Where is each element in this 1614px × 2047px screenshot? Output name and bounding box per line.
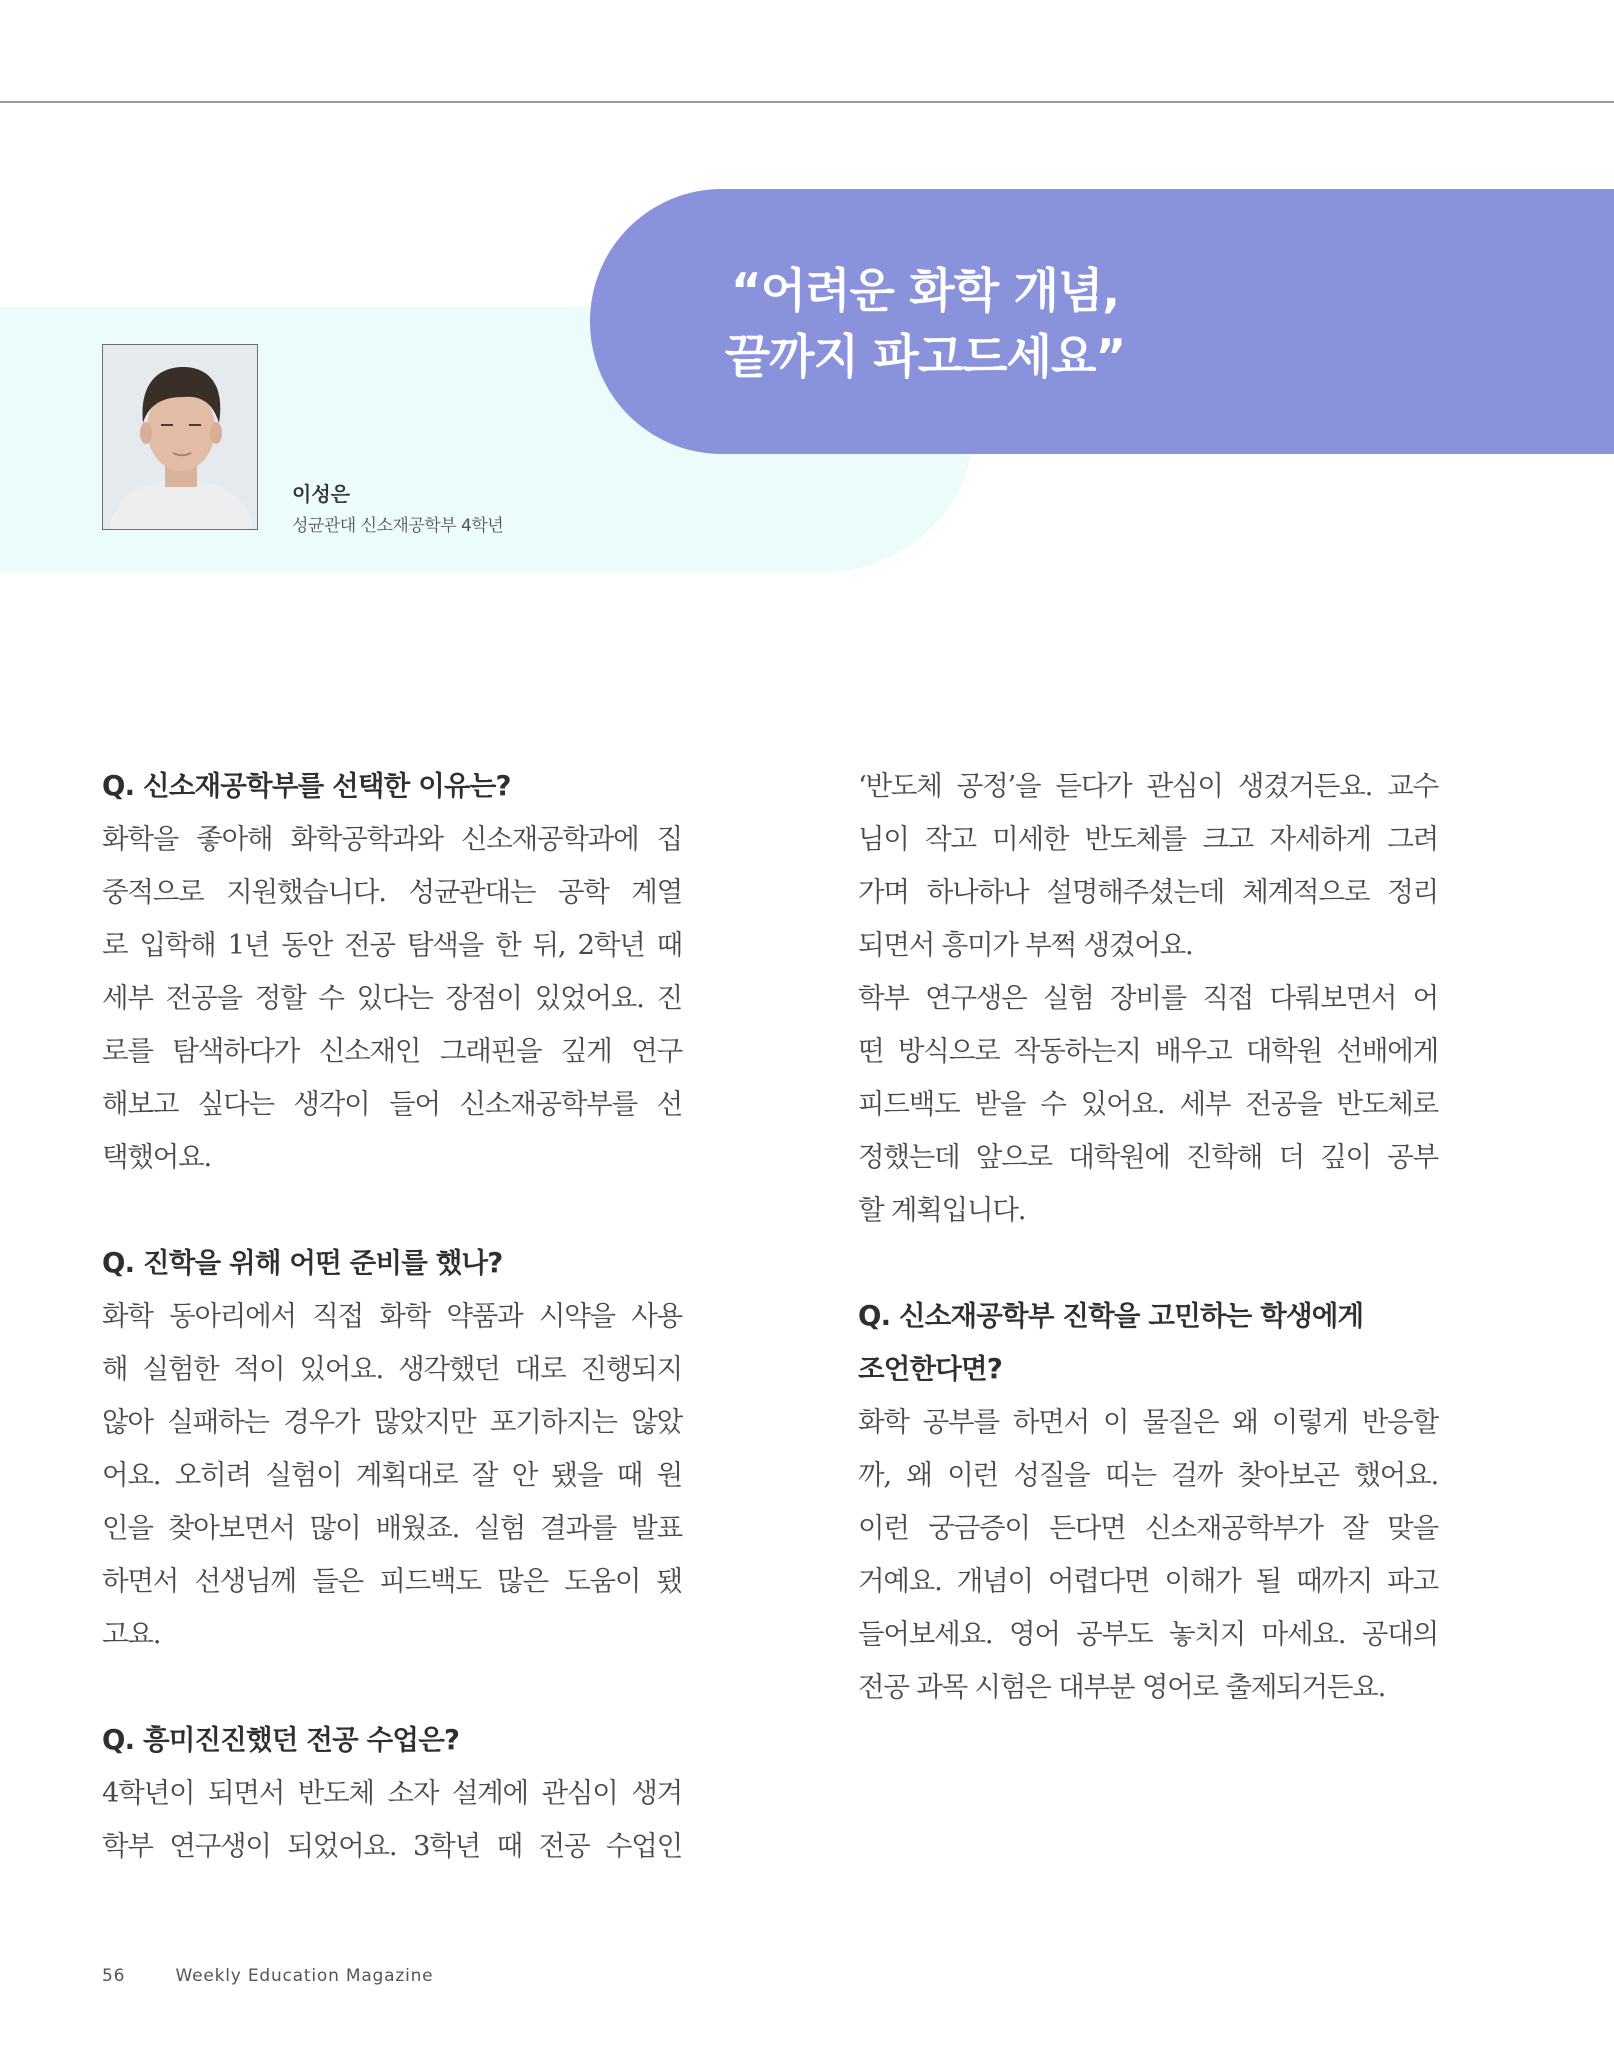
answer-paragraph (102, 1767, 682, 1873)
answer-line: 학부 연구생은 실험 장비를 직접 다뤄보면서 어 (858, 982, 1438, 1014)
answer-paragraph (102, 1290, 682, 1661)
answer-line: 님이 작고 미세한 반도체를 크고 자세하게 그려 (858, 823, 1438, 855)
answer-line: 어요. 오히려 실험이 계획대로 잘 안 됐을 때 원 (102, 1459, 682, 1491)
answer-line: 학부 연구생이 되었어요. 3학년 때 전공 수업인 (102, 1830, 682, 1862)
answer-line: 중적으로 지원했습니다. 성균관대는 공학 계열 (102, 876, 682, 908)
answer-line: 거예요. 개념이 어렵다면 이해가 될 때까지 파고 (858, 1565, 1438, 1597)
answer-paragraph (858, 1396, 1438, 1714)
answer-line: 않아 실패하는 경우가 많았지만 포기하지는 않았 (102, 1406, 682, 1438)
top-rule (0, 101, 1614, 103)
answer-line: 이런 궁금증이 든다면 신소재공학부가 잘 맞을 (858, 1512, 1438, 1544)
answer-line: 세부 전공을 정할 수 있다는 장점이 있었어요. 진 (102, 982, 682, 1014)
page-footer (102, 1966, 433, 1986)
person-name: 이성은 (292, 482, 350, 506)
answer-line: 화학 공부를 하면서 이 물질은 왜 이렇게 반응할 (858, 1406, 1438, 1438)
answer-line: 정했는데 앞으로 대학원에 진학해 더 깊이 공부 (858, 1141, 1438, 1173)
answer-line: 화학을 좋아해 화학공학과와 신소재공학과에 집 (102, 823, 682, 855)
person-affiliation: 성균관대 신소재공학부 4학년 (292, 516, 504, 536)
answer-line: 인을 찾아보면서 많이 배웠죠. 실험 결과를 발표 (102, 1512, 682, 1544)
answer-paragraph (858, 760, 1438, 972)
answer-line: 떤 방식으로 작동하는지 배우고 대학원 선배에게 (858, 1035, 1438, 1067)
answer-line: 해보고 싶다는 생각이 들어 신소재공학부를 선 (102, 1088, 682, 1120)
answer-line: 전공 과목 시험은 대부분 영어로 출제되거든요. (858, 1671, 1386, 1703)
left-column (102, 760, 682, 1873)
question-heading (858, 1290, 1438, 1396)
question-heading: Q. 신소재공학부를 선택한 이유는? (102, 770, 511, 802)
question-heading: Q. 흥미진진했던 전공 수업은? (102, 1724, 460, 1756)
pull-quote-line: “어려운 화학 개념, (730, 264, 1120, 319)
question-heading: Q. 진학을 위해 어떤 준비를 했나? (102, 1247, 503, 1279)
right-column (858, 760, 1438, 1714)
answer-line: 까, 왜 이런 성질을 띠는 걸까 찾아보곤 했어요. (858, 1459, 1438, 1491)
answer-line: 피드백도 받을 수 있어요. 세부 전공을 반도체로 (858, 1088, 1438, 1120)
magazine-name: Weekly Education Magazine (175, 1966, 434, 1986)
pull-quote (590, 259, 1260, 391)
page-number: 56 (102, 1966, 126, 1986)
portrait-illustration (103, 345, 258, 530)
answer-paragraph (102, 813, 682, 1184)
answer-line: 가며 하나하나 설명해주셨는데 체계적으로 정리 (858, 876, 1438, 908)
answer-line: 할 계획입니다. (858, 1194, 1026, 1226)
answer-line: 하면서 선생님께 들은 피드백도 많은 도움이 됐 (102, 1565, 682, 1597)
answer-paragraph (858, 972, 1438, 1237)
pull-quote-line: 끝까지 파고드세요” (724, 330, 1126, 385)
profile-photo (102, 344, 258, 530)
answer-line: 택했어요. (102, 1141, 212, 1173)
answer-line: 로를 탐색하다가 신소재인 그래핀을 깊게 연구 (102, 1035, 683, 1067)
answer-line: 로 입학해 1년 동안 전공 탐색을 한 뒤, 2학년 때 (102, 929, 682, 961)
question-line: Q. 신소재공학부 진학을 고민하는 학생에게 (858, 1300, 1364, 1332)
answer-line: ‘반도체 공정’을 듣다가 관심이 생겼거든요. 교수 (858, 770, 1438, 802)
answer-line: 4학년이 되면서 반도체 소자 설계에 관심이 생겨 (102, 1777, 682, 1809)
answer-line: 되면서 흥미가 부쩍 생겼어요. (858, 929, 1193, 961)
answer-line: 고요. (102, 1618, 161, 1650)
answer-line: 화학 동아리에서 직접 화학 약품과 시약을 사용 (102, 1300, 682, 1332)
question-line: 조언한다면? (858, 1353, 1002, 1385)
quote-banner (590, 189, 1614, 454)
answer-line: 해 실험한 적이 있어요. 생각했던 대로 진행되지 (102, 1353, 682, 1385)
answer-line: 들어보세요. 영어 공부도 놓치지 마세요. 공대의 (858, 1618, 1438, 1650)
